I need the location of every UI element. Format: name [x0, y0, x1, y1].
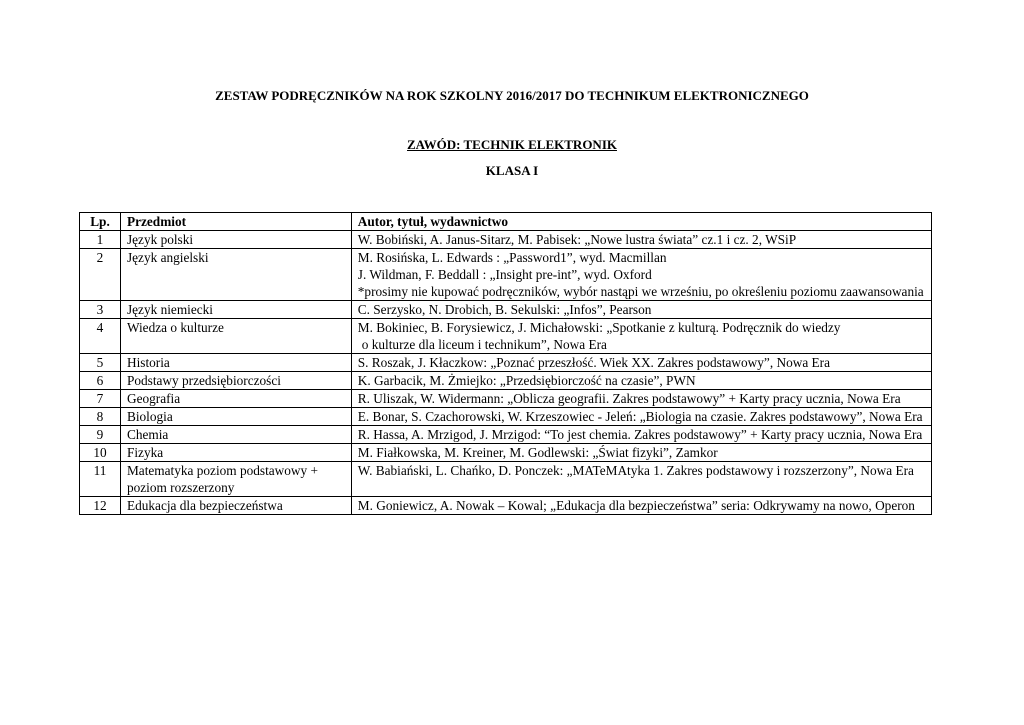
row-number: 5 — [80, 354, 121, 372]
table-row — [80, 497, 932, 515]
table-row — [80, 249, 932, 301]
author-line: C. Serzysko, N. Drobich, B. Sekulski: „Infos”, Pearson — [357, 302, 652, 317]
author-cell — [351, 408, 931, 426]
author-line: M. Goniewicz, A. Nowak – Kowal; „Edukacja dla bezpieczeństwa” seria: Odkrywamy na nowo, Operon — [357, 498, 915, 513]
author-line: J. Wildman, F. Beddall : „Insight pre-int”, wyd. Oxford — [357, 267, 652, 282]
textbook-table — [79, 212, 932, 515]
author-cell — [351, 426, 931, 444]
header-lp: Lp. — [80, 213, 121, 231]
subject-cell: Wiedza o kulturze — [120, 319, 351, 354]
class-heading: KLASA I — [485, 163, 539, 178]
author-line: S. Roszak, J. Kłaczkow: „Poznać przeszłość. Wiek XX. Zakres podstawowy”, Nowa Era — [357, 355, 830, 370]
author-line: *prosimy nie kupować podręczników, wybór nastąpi we wrześniu, po określeniu poziomu zaawansowania — [357, 284, 924, 299]
author-line: W. Babiański, L. Chańko, D. Ponczek: „MATeMAtyka 1. Zakres podstawowy i rozszerzony”, Nowa Era — [357, 463, 914, 478]
row-number: 6 — [80, 372, 121, 390]
row-number: 11 — [80, 462, 121, 497]
subject-cell: Język angielski — [120, 249, 351, 301]
table-row — [80, 462, 932, 497]
table-row — [80, 444, 932, 462]
profession-heading: ZAWÓD: TECHNIK ELEKTRONIK — [407, 137, 617, 152]
table-row — [80, 301, 932, 319]
author-line: E. Bonar, S. Czachorowski, W. Krzeszowiec - Jeleń: „Biologia na czasie. Zakres podstawowy”, Nowa Era — [357, 409, 923, 424]
subject-cell: Geografia — [120, 390, 351, 408]
row-number: 4 — [80, 319, 121, 354]
row-number: 3 — [80, 301, 121, 319]
author-cell — [351, 372, 931, 390]
subject-cell: Fizyka — [120, 444, 351, 462]
author-line: R. Hassa, A. Mrzigod, J. Mrzigod: “To jest chemia. Zakres podstawowy” + Karty pracy ucznia, Nowa Era — [357, 427, 923, 442]
author-cell — [351, 231, 931, 249]
subject-cell: Edukacja dla bezpieczeństwa — [120, 497, 351, 515]
subject-cell: Język polski — [120, 231, 351, 249]
subject-cell: Podstawy przedsiębiorczości — [120, 372, 351, 390]
header-author: Autor, tytuł, wydawnictwo — [351, 213, 931, 231]
author-cell — [351, 319, 931, 354]
row-number: 9 — [80, 426, 121, 444]
author-line: M. Fiałkowska, M. Kreiner, M. Godlewski: „Świat fizyki”, Zamkor — [357, 445, 718, 460]
author-line: o kulturze dla liceum i technikum”, Nowa Era — [361, 337, 607, 352]
subject-cell: Język niemiecki — [120, 301, 351, 319]
subject-cell: Matematyka poziom podstawowy + poziom rozszerzony — [120, 462, 351, 497]
table-header-row — [80, 213, 932, 231]
author-line: R. Uliszak, W. Widermann: „Oblicza geografii. Zakres podstawowy” + Karty pracy ucznia, Nowa Era — [357, 391, 901, 406]
row-number: 2 — [80, 249, 121, 301]
header-subject: Przedmiot — [120, 213, 351, 231]
document-title: ZESTAW PODRĘCZNIKÓW NA ROK SZKOLNY 2016/2017 DO TECHNIKUM ELEKTRONICZNEGO — [215, 88, 809, 103]
row-number: 10 — [80, 444, 121, 462]
row-number: 12 — [80, 497, 121, 515]
author-cell — [351, 462, 931, 497]
row-number: 8 — [80, 408, 121, 426]
table-row — [80, 319, 932, 354]
author-line: M. Bokiniec, B. Forysiewicz, J. Michałowski: „Spotkanie z kulturą. Podręcznik do wiedzy — [357, 320, 841, 335]
subject-cell: Historia — [120, 354, 351, 372]
subject-cell: Chemia — [120, 426, 351, 444]
author-cell — [351, 444, 931, 462]
author-cell — [351, 390, 931, 408]
author-line: M. Rosińska, L. Edwards : „Password1”, wyd. Macmillan — [357, 250, 667, 265]
table-row — [80, 231, 932, 249]
author-cell — [351, 354, 931, 372]
table-row — [80, 390, 932, 408]
row-number: 1 — [80, 231, 121, 249]
table-row — [80, 426, 932, 444]
row-number: 7 — [80, 390, 121, 408]
author-line: K. Garbacik, M. Żmiejko: „Przedsiębiorczość na czasie”, PWN — [357, 373, 696, 388]
table-row — [80, 408, 932, 426]
author-cell — [351, 497, 931, 515]
table-row — [80, 372, 932, 390]
author-cell — [351, 301, 931, 319]
author-cell — [351, 249, 931, 301]
table-row — [80, 354, 932, 372]
subject-cell: Biologia — [120, 408, 351, 426]
author-line: W. Bobiński, A. Janus-Sitarz, M. Pabisek: „Nowe lustra świata” cz.1 i cz. 2, WSiP — [357, 232, 797, 247]
